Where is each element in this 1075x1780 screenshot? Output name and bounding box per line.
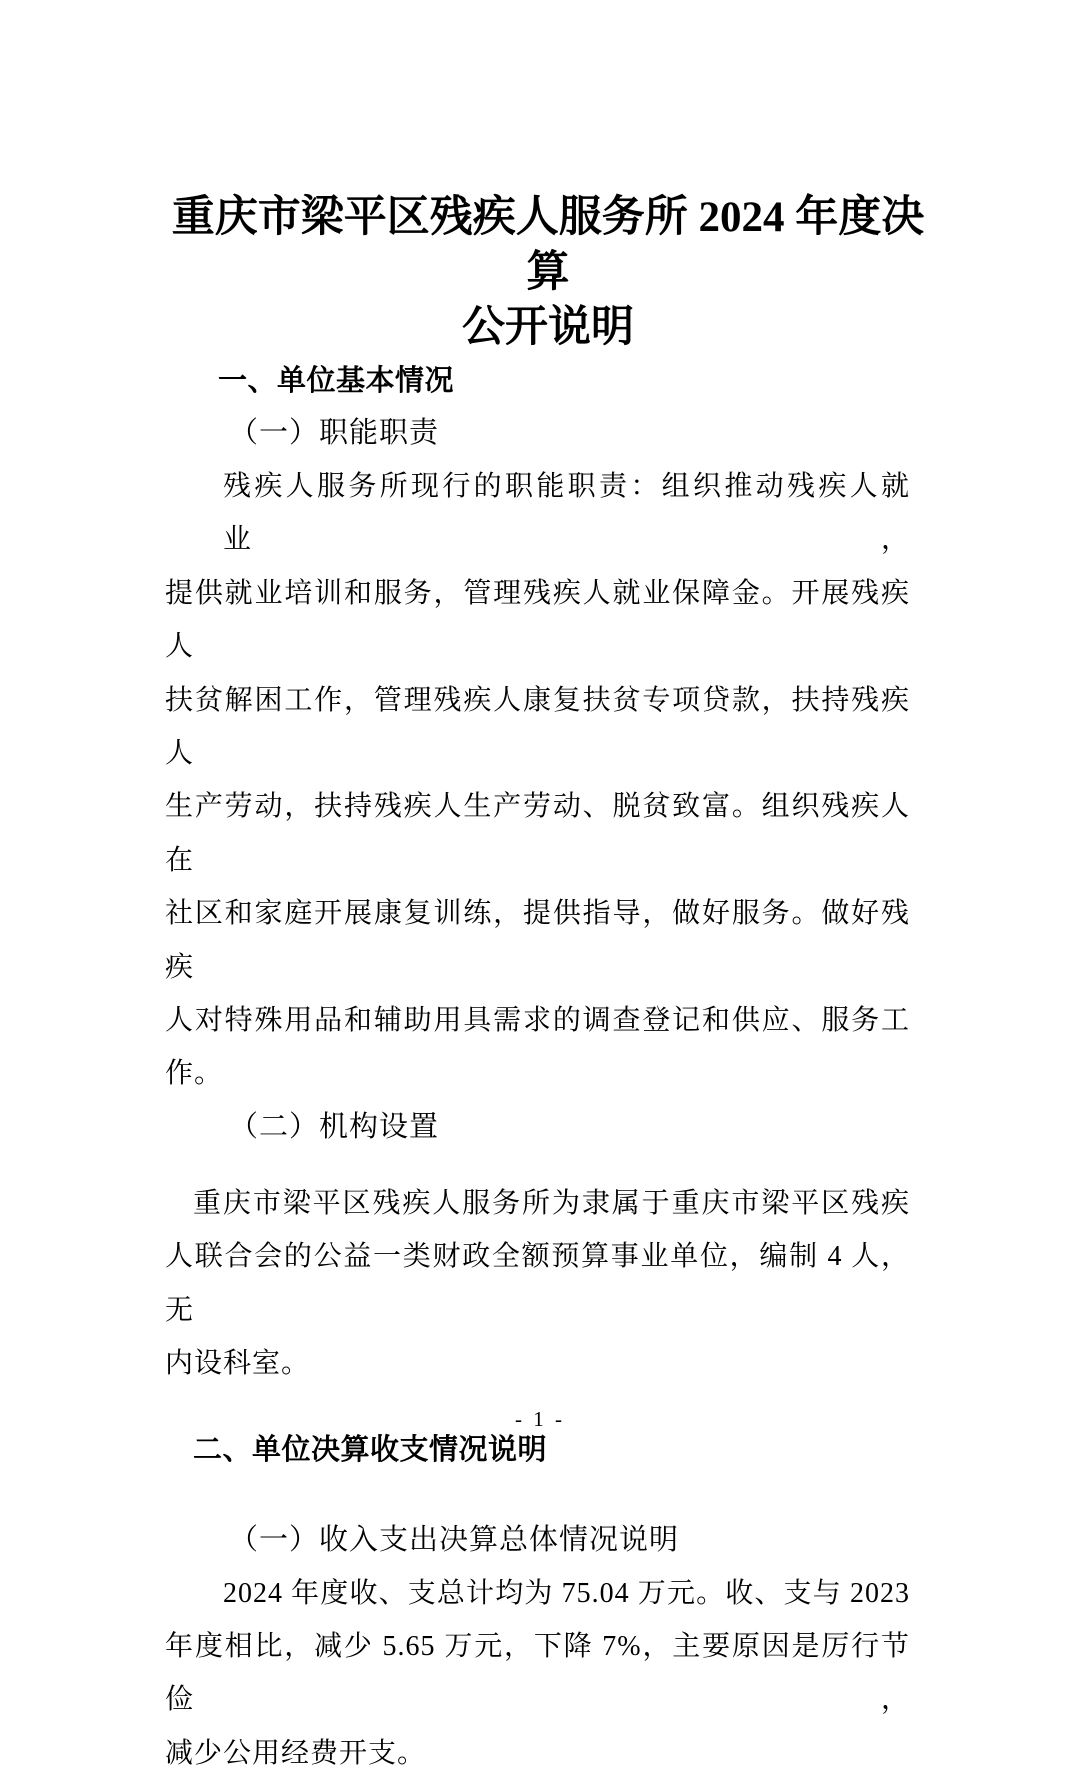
paragraph-line: 作。 — [165, 1047, 910, 1100]
document-title-line-2: 公开说明 — [153, 300, 943, 355]
paragraph-line: 人对特殊用品和辅助用具需求的调查登记和供应、服务工 — [165, 994, 910, 1047]
paragraph-line: 人联合会的公益一类财政全额预算事业单位，编制 4 人，无 — [165, 1230, 910, 1337]
paragraph-line: 提供就业培训和服务，管理残疾人就业保障金。开展残疾人 — [165, 567, 910, 674]
section-2-heading: 二、单位决算收支情况说明 — [165, 1424, 910, 1476]
paragraph-line: 社区和家庭开展康复训练，提供指导，做好服务。做好残疾 — [165, 887, 910, 994]
paragraph-line: 内设科室。 — [165, 1337, 910, 1390]
page-number: - 1 - — [0, 1406, 1075, 1432]
subsection-1-1-heading: （一）职能职责 — [165, 407, 910, 460]
paragraph-line: 残疾人服务所现行的职能职责：组织推动残疾人就业， — [165, 460, 910, 567]
document-title — [153, 190, 943, 355]
paragraph-line: 减少公用经费开支。 — [165, 1727, 910, 1780]
paragraph-line: 生产劳动，扶持残疾人生产劳动、脱贫致富。组织残疾人在 — [165, 780, 910, 887]
subsection-1-2-heading: （二）机构设置 — [165, 1101, 910, 1154]
section-1-heading: 一、单位基本情况 — [165, 355, 910, 407]
paragraph-line: 重庆市梁平区残疾人服务所为隶属于重庆市梁平区残疾 — [165, 1177, 910, 1230]
subsection-2-1-heading: （一）收入支出决算总体情况说明 — [165, 1514, 910, 1567]
paragraph-line: 扶贫解困工作，管理残疾人康复扶贫专项贷款，扶持残疾人 — [165, 674, 910, 781]
document-content — [165, 190, 910, 1780]
paragraph-line: 2024 年度收、支总计均为 75.04 万元。收、支与 2023 — [165, 1567, 910, 1620]
paragraph-budget-summary — [165, 1567, 910, 1780]
document-title-line-1: 重庆市梁平区残疾人服务所 2024 年度决算 — [153, 190, 943, 300]
paragraph-line: 年度相比，减少 5.65 万元，下降 7%，主要原因是厉行节俭， — [165, 1620, 910, 1727]
paragraph-functions — [165, 460, 910, 1101]
paragraph-organization — [165, 1177, 910, 1391]
